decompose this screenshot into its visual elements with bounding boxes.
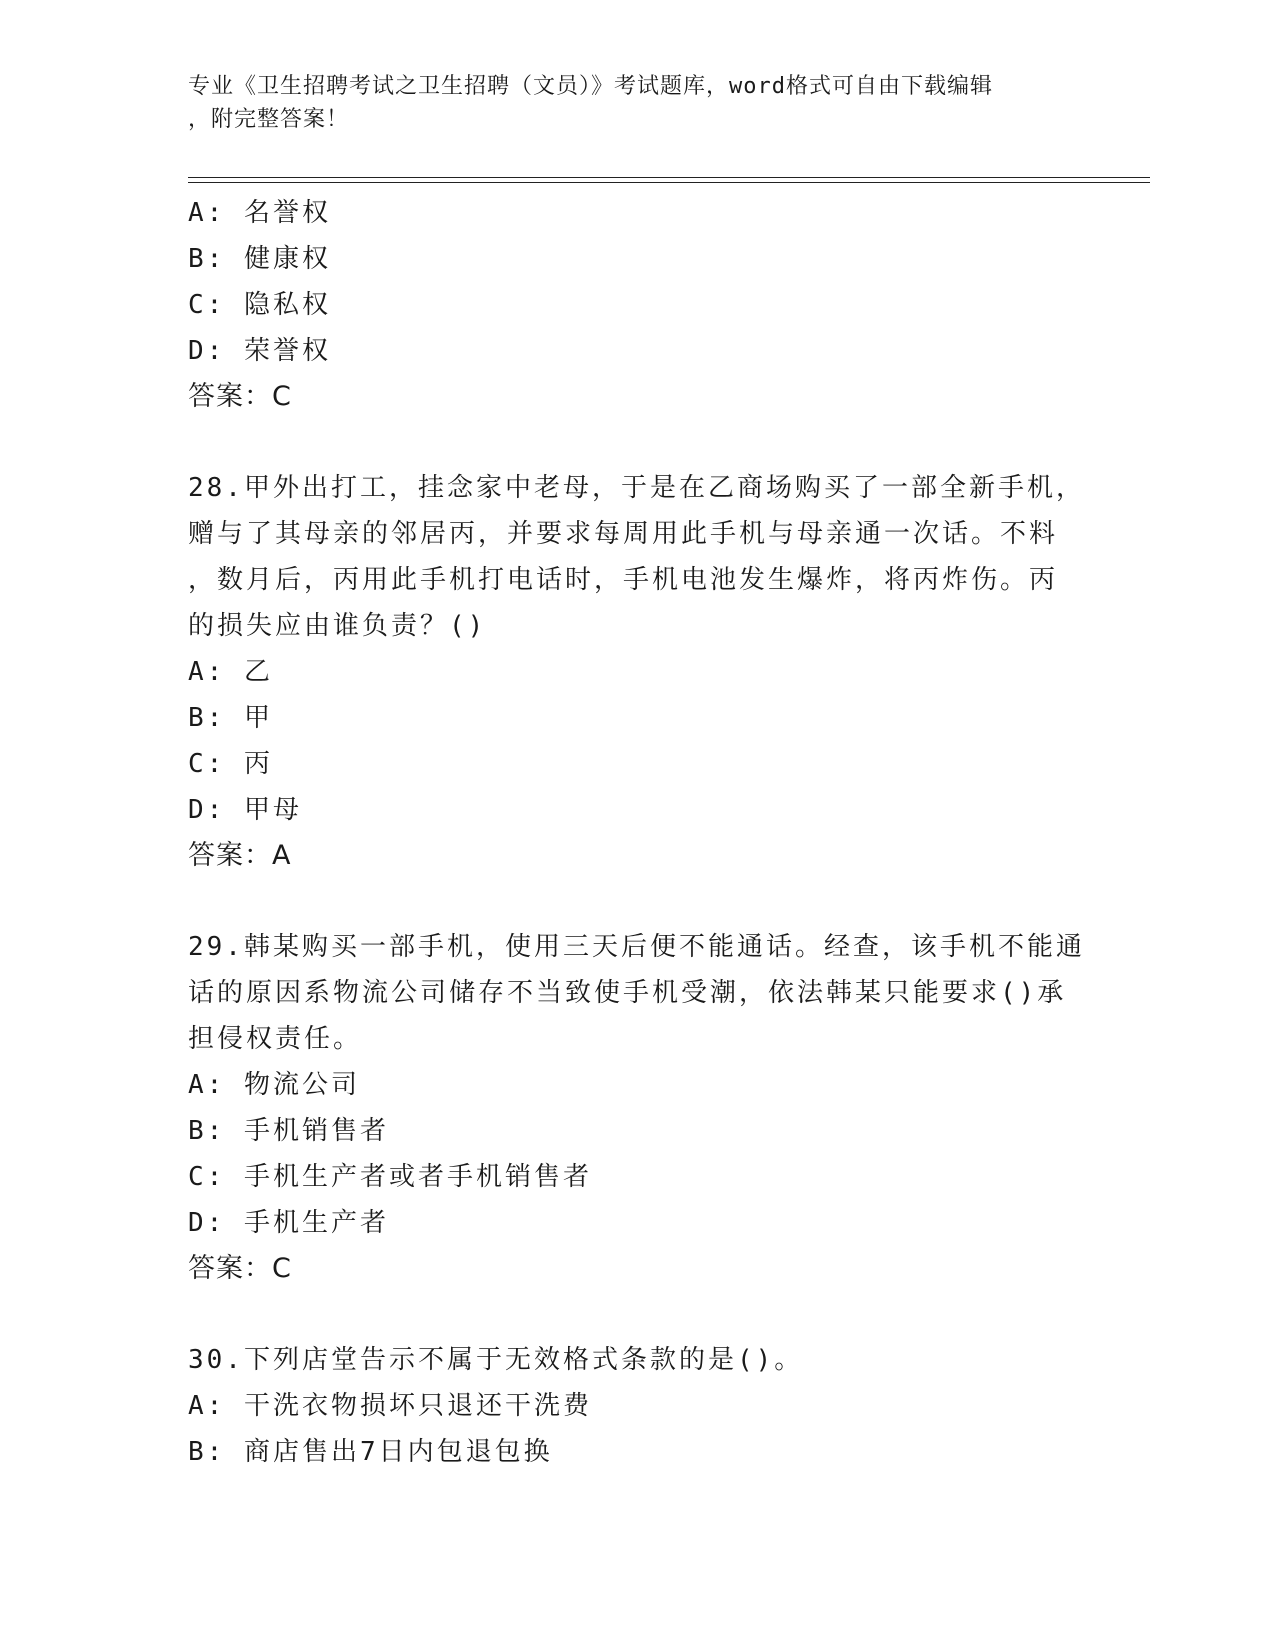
option-a: A: 干洗衣物损坏只退还干洗费 <box>188 1391 592 1421</box>
header-line-2: ，附完整答案！ <box>188 107 350 132</box>
question-text-line: 28.甲外出打工，挂念家中老母，于是在乙商场购买了一部全新手机， <box>188 473 1085 503</box>
question-27 <box>188 190 1088 420</box>
header-rule-top <box>188 177 1150 178</box>
option-b: B: 健康权 <box>188 244 331 274</box>
question-text-line: 30.下列店堂告示不属于无效格式条款的是()。 <box>188 1345 804 1375</box>
option-a: A: 名誉权 <box>188 198 331 228</box>
question-text-line: ，数月后，丙用此手机打电话时，手机电池发生爆炸，将丙炸伤。丙 <box>188 565 1059 595</box>
option-b: B: 甲 <box>188 703 273 733</box>
document-header <box>188 70 1078 136</box>
answer: 答案：C <box>188 381 292 412</box>
option-a: A: 乙 <box>188 657 273 687</box>
option-d: D: 手机生产者 <box>188 1208 389 1238</box>
question-28 <box>188 465 1088 879</box>
option-b: B: 商店售出7日内包退包换 <box>188 1437 553 1467</box>
option-d: D: 甲母 <box>188 795 302 825</box>
header-rule-bottom <box>188 182 1150 183</box>
answer: 答案：C <box>188 1253 292 1284</box>
option-b: B: 手机销售者 <box>188 1116 389 1146</box>
question-list <box>188 190 1088 1475</box>
question-text-line: 赠与了其母亲的邻居丙，并要求每周用此手机与母亲通一次话。不料 <box>188 519 1059 549</box>
option-c: C: 丙 <box>188 749 273 779</box>
option-d: D: 荣誉权 <box>188 336 331 366</box>
option-a: A: 物流公司 <box>188 1070 360 1100</box>
question-text-line: 担侵权责任。 <box>188 1024 363 1054</box>
header-line-1: 专业《卫生招聘考试之卫生招聘（文员）》考试题库，word格式可自由下载编辑 <box>188 74 993 99</box>
option-c: C: 手机生产者或者手机销售者 <box>188 1162 592 1192</box>
option-c: C: 隐私权 <box>188 290 331 320</box>
question-text-line: 29.韩某购买一部手机，使用三天后便不能通话。经查，该手机不能通 <box>188 932 1085 962</box>
question-text-line: 的损失应由谁负责？() <box>188 611 487 641</box>
question-text-line: 话的原因系物流公司储存不当致使手机受潮，依法韩某只能要求()承 <box>188 978 1067 1008</box>
question-29 <box>188 924 1088 1292</box>
question-30 <box>188 1337 1088 1475</box>
answer: 答案：A <box>188 840 292 871</box>
